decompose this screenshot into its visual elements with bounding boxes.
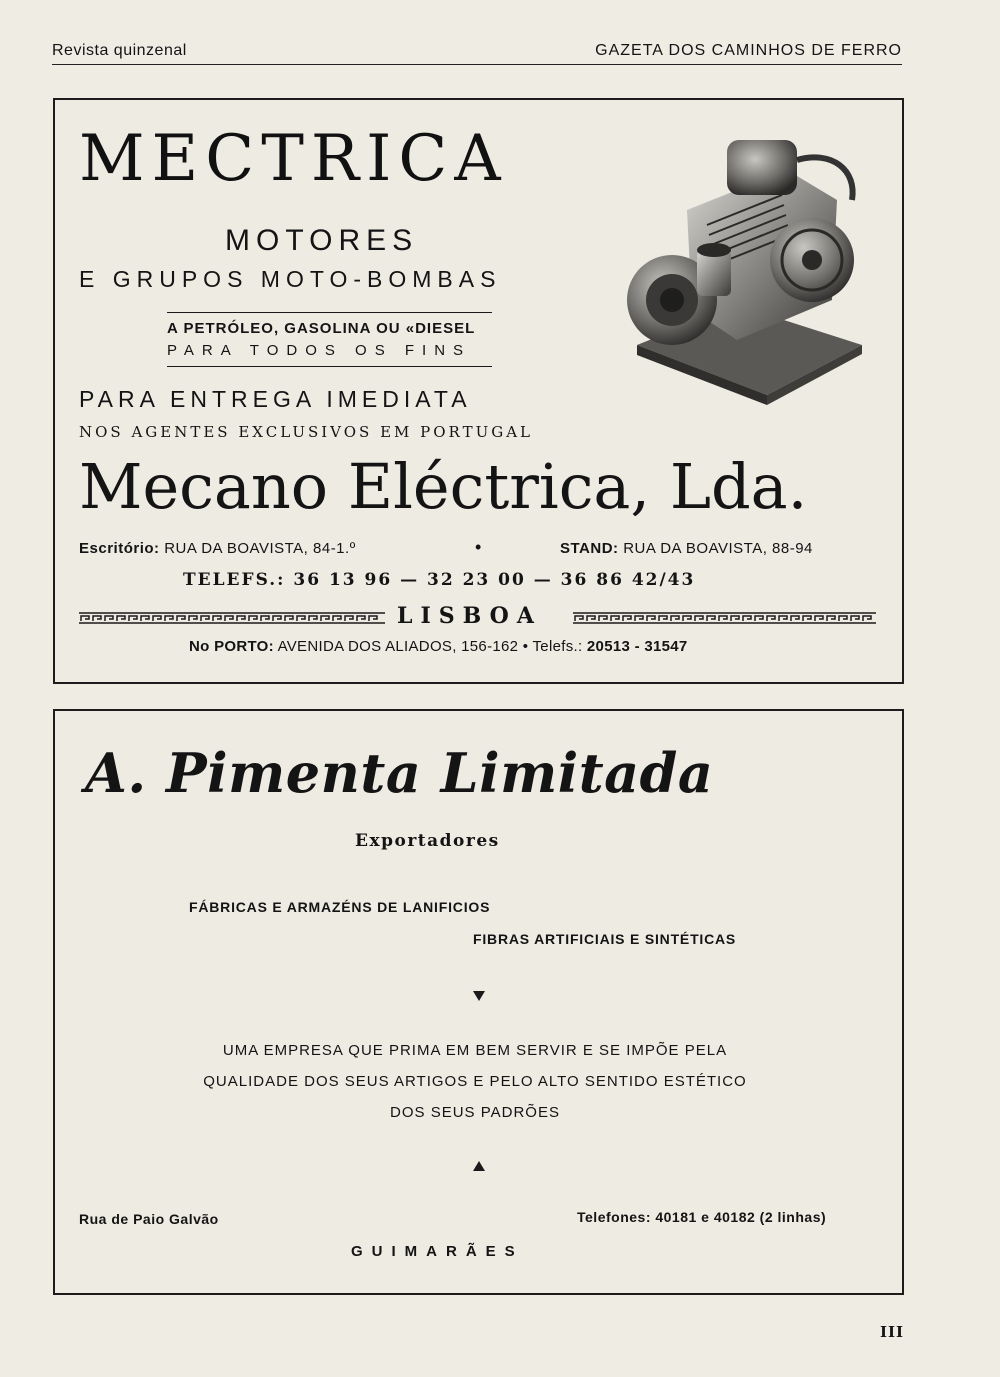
company-name: A. Pimenta Limitada [85, 741, 714, 805]
greek-key-border-right [573, 612, 876, 624]
fuel-types: A PETRÓLEO, GASOLINA OU «DIESEL [167, 320, 476, 337]
telephones: Telefones: 40181 e 40182 (2 linhas) [577, 1209, 827, 1225]
product-line-pump-groups: E GRUPOS MOTO-BOMBAS [79, 266, 502, 292]
office-street: RUA DA BOAVISTA, 84-1.º [164, 540, 356, 557]
stand-label: STAND: [560, 540, 619, 557]
engine-pump-icon [617, 130, 867, 405]
triangle-down-icon [473, 991, 485, 1001]
business-line-1: FÁBRICAS E ARMAZÉNS DE LANIFICIOS [189, 899, 491, 915]
divider [167, 366, 492, 367]
delivery-headline: PARA ENTREGA IMEDIATA [79, 386, 472, 412]
porto-phones: 20513 - 31547 [586, 638, 688, 655]
header-publication-title: GAZETA DOS CAMINHOS DE FERRO [595, 42, 902, 59]
slogan [165, 1035, 785, 1128]
header-periodicity: Revista quinzenal [52, 42, 187, 59]
city-lisbon: LISBOA [397, 603, 542, 629]
porto-address: AVENIDA DOS ALIADOS, 156-162 • Telefs.: [277, 638, 583, 655]
slogan-line: DOS SEUS PADRÕES [390, 1104, 560, 1121]
pimenta-advertisement [53, 709, 904, 1295]
porto-label: No PORTO: [189, 638, 274, 655]
brand-name: MECTRICA [79, 122, 508, 196]
town-name: GUIMARÃES [351, 1243, 524, 1260]
product-line-motors: MOTORES [225, 224, 419, 257]
running-header [52, 40, 902, 65]
agent-company-name: Mecano Eléctrica, Lda. [79, 450, 808, 523]
business-line-2: FIBRAS ARTIFICIAIS E SINTÉTICAS [473, 931, 737, 947]
company-subtitle: Exportadores [355, 831, 500, 851]
porto-branch [189, 638, 688, 655]
slogan-line: QUALIDADE DOS SEUS ARTIGOS E PELO ALTO SENTIDO ESTÉTICO [203, 1073, 747, 1090]
mectrica-advertisement [53, 98, 904, 684]
page-number: III [880, 1323, 905, 1341]
stand-street: RUA DA BOAVISTA, 88-94 [623, 540, 813, 557]
street-address: Rua de Paio Galvão [79, 1211, 219, 1227]
slogan-line: UMA EMPRESA QUE PRIMA EM BEM SERVIR E SE IMPÕE PELA [222, 1042, 728, 1059]
bullet-separator: • [475, 537, 482, 557]
triangle-up-icon [473, 1161, 485, 1171]
greek-key-border-left [79, 612, 385, 624]
purposes-line: PARA TODOS OS FINS [167, 342, 472, 359]
office-address [79, 540, 356, 557]
agents-line: NOS AGENTES EXCLUSIVOS EM PORTUGAL [79, 423, 534, 441]
office-label: Escritório: [79, 540, 160, 557]
lisbon-phones: TELEFS.: 36 13 96 — 32 23 00 — 36 86 42/43 [183, 570, 696, 590]
stand-address [560, 540, 813, 557]
divider [167, 312, 492, 313]
